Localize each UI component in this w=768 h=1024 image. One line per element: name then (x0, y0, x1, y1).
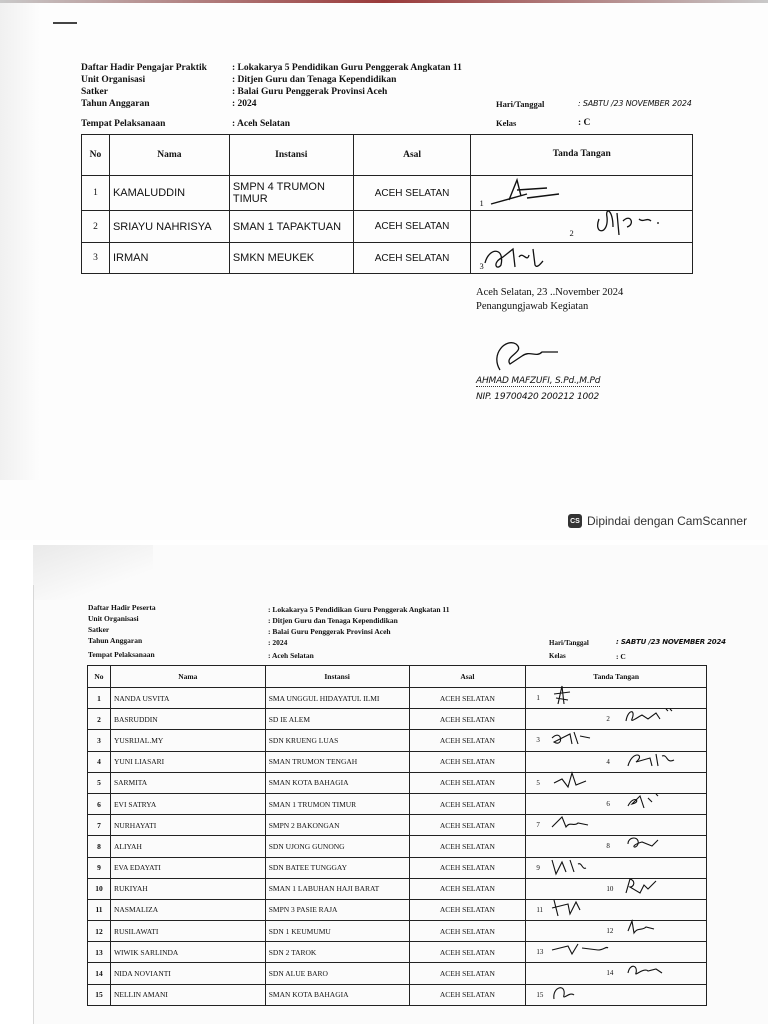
row-asal: ACEH SELATAN (409, 751, 526, 772)
sign-number: 14 (606, 969, 614, 978)
table-row (88, 899, 707, 920)
sign-number: 1 (479, 198, 484, 208)
row-asal: ACEH SELATAN (409, 815, 526, 836)
row-no: 9 (88, 857, 111, 878)
row-no: 2 (82, 211, 110, 243)
table-row (88, 963, 707, 984)
table-row (88, 751, 707, 772)
header-instansi: Instansi (229, 135, 353, 176)
meta-label: Daftar Hadir Pengajar Praktik (81, 63, 207, 73)
paper-edge (33, 585, 34, 1024)
table-row (88, 878, 707, 899)
meta-label: Tahun Anggaran (88, 636, 143, 645)
row-asal: ACEH SELATAN (409, 857, 526, 878)
signature-image (622, 705, 686, 729)
signature-image (548, 854, 612, 878)
sign-number: 10 (606, 884, 614, 893)
row-asal: ACEH SELATAN (409, 793, 526, 814)
signature-image (622, 875, 686, 899)
sign-number: 12 (606, 927, 614, 936)
table-row (88, 857, 707, 878)
row-nama: NELLIN AMANI (110, 984, 265, 1005)
scan-mark (53, 22, 77, 24)
table-row (88, 921, 707, 942)
instructor-table (81, 134, 693, 274)
camscanner-text: Dipindai dengan CamScanner (587, 514, 748, 528)
sign-number: 13 (536, 948, 544, 957)
signature-image (548, 938, 612, 962)
row-no: 11 (88, 899, 111, 920)
table-row (82, 243, 693, 274)
signer-role: Penangungjawab Kegiatan (476, 301, 589, 312)
signature-image (548, 811, 612, 835)
sign-number: 2 (606, 715, 610, 724)
table-row (88, 984, 707, 1005)
row-nama: WIWIK SARLINDA (110, 942, 265, 963)
table-row (88, 688, 707, 709)
row-instansi: SDN 1 KEUMUMU (265, 921, 409, 942)
row-instansi: SMA UNGGUL HIDAYATUL ILMI (265, 688, 409, 709)
row-instansi: SMAN 1 TRUMON TIMUR (265, 793, 409, 814)
header-tanda-tangan: Tanda Tangan (526, 666, 707, 688)
row-instansi: SMPN 3 PASIE RAJA (265, 899, 409, 920)
row-no: 12 (88, 921, 111, 942)
camscanner-watermark (568, 514, 747, 528)
meta-value: : Ditjen Guru dan Tenaga Kependidikan (268, 616, 398, 625)
row-no: 7 (88, 815, 111, 836)
participant-table (87, 665, 707, 1006)
participant-rows (88, 688, 707, 1006)
header-no: No (88, 666, 111, 688)
signature-image (548, 769, 612, 793)
meta-label: Satker (81, 87, 108, 97)
row-no: 1 (82, 176, 110, 211)
meta-value: : Aceh Selatan (268, 651, 314, 660)
row-instansi: SMAN TRUMON TENGAH (265, 751, 409, 772)
sign-number: 8 (606, 842, 610, 851)
row-nama: RUSILAWATI (110, 921, 265, 942)
row-nama: EVA EDAYATI (110, 857, 265, 878)
kelas-value: : C (616, 652, 626, 661)
row-asal: ACEH SELATAN (409, 688, 526, 709)
scan-top-edge (0, 0, 768, 3)
signature-cell (526, 984, 707, 1005)
table-row (88, 793, 707, 814)
hari-label: Hari/Tanggal (549, 639, 589, 647)
header-instansi: Instansi (265, 666, 409, 688)
paper-fold (33, 545, 153, 600)
meta-label: Unit Organisasi (81, 75, 146, 85)
table-row (88, 815, 707, 836)
header-nama: Nama (110, 666, 265, 688)
sign-number: 1 (536, 694, 540, 702)
row-asal: ACEH SELATAN (409, 963, 526, 984)
header-nama: Nama (109, 135, 229, 176)
row-asal: ACEH SELATAN (409, 772, 526, 793)
signature-image (622, 959, 686, 983)
table-row (82, 211, 693, 243)
table-header-row (82, 135, 693, 176)
sign-number: 4 (606, 757, 610, 766)
row-nama: IRMAN (109, 243, 229, 274)
signer-nip: NIP. 19700420 200212 1002 (476, 392, 600, 402)
row-instansi: SDN UJONG GUNONG (265, 836, 409, 857)
header-no: No (82, 135, 110, 176)
header-tanda-tangan: Tanda Tangan (471, 135, 693, 176)
row-instansi: SMPN 4 TRUMON TIMUR (229, 176, 353, 211)
meta-label: Tempat Pelaksanaan (81, 119, 166, 129)
hari-value: : SABTU /23 NOVEMBER 2024 (578, 99, 692, 108)
row-nama: NANDA USVITA (110, 688, 265, 709)
row-nama: KAMALUDDIN (109, 176, 229, 211)
hari-value: : SABTU /23 NOVEMBER 2024 (616, 638, 726, 646)
signature-image (548, 684, 612, 708)
meta-value: : 2024 (268, 638, 288, 647)
row-no: 1 (88, 688, 111, 709)
signature-image (622, 748, 686, 772)
row-asal: ACEH SELATAN (409, 730, 526, 751)
meta-label: Daftar Hadir Peserta (88, 603, 156, 612)
signature-image (548, 896, 612, 920)
sign-number: 7 (536, 821, 540, 830)
table-row (88, 730, 707, 751)
row-asal: ACEH SELATAN (353, 211, 471, 243)
place-date: Aceh Selatan, 23 ..November 2024 (476, 287, 624, 298)
coordinator-signature (486, 334, 576, 374)
meta-value: : Ditjen Guru dan Tenaga Kependidikan (232, 75, 397, 85)
table-row (88, 942, 707, 963)
meta-value: : Lokakarya 5 Pendidikan Guru Penggerak Angkatan 11 (232, 63, 462, 73)
row-instansi: SMAN KOTA BAHAGIA (265, 772, 409, 793)
row-instansi: SMAN KOTA BAHAGIA (265, 984, 409, 1005)
paper-shadow (0, 0, 40, 480)
signature-image (622, 790, 686, 814)
row-no: 5 (88, 772, 111, 793)
row-asal: ACEH SELATAN (409, 899, 526, 920)
signature-image (591, 205, 691, 239)
row-nama: NURHAYATI (110, 815, 265, 836)
meta-label: Unit Organisasi (88, 614, 139, 623)
row-nama: NIDA NOVIANTI (110, 963, 265, 984)
sign-number: 3 (479, 261, 484, 271)
meta-label: Tempat Pelaksanaan (88, 650, 155, 659)
signature-image (487, 176, 567, 210)
meta-value: : 2024 (232, 99, 257, 109)
meta-value: : Balai Guru Penggerak Provinsi Aceh (268, 627, 391, 636)
row-nama: SRIAYU NAHRISYA (109, 211, 229, 243)
row-asal: ACEH SELATAN (409, 878, 526, 899)
row-no: 3 (82, 243, 110, 274)
meta-value: : Balai Guru Penggerak Provinsi Aceh (232, 87, 388, 97)
row-instansi: SMKN MEUKEK (229, 243, 353, 274)
meta-label: Tahun Anggaran (81, 99, 150, 109)
kelas-label: Kelas (549, 652, 566, 660)
sign-number: 15 (536, 990, 544, 999)
row-asal: ACEH SELATAN (409, 942, 526, 963)
row-nama: YUNI LIASARI (110, 751, 265, 772)
row-nama: ALIYAH (110, 836, 265, 857)
row-no: 2 (88, 709, 111, 730)
table-row (88, 836, 707, 857)
table-row (88, 772, 707, 793)
row-no: 10 (88, 878, 111, 899)
camscanner-logo-icon: CS (568, 514, 582, 528)
row-no: 14 (88, 963, 111, 984)
row-instansi: SDN BATEE TUNGGAY (265, 857, 409, 878)
row-nama: EVI SATRYA (110, 793, 265, 814)
row-nama: YUSRIJAL.MY (110, 730, 265, 751)
sign-number: 2 (569, 228, 574, 238)
row-instansi: SD IE ALEM (265, 709, 409, 730)
table-header-row (88, 666, 707, 688)
table-row (88, 709, 707, 730)
row-instansi: SDN 2 TAROK (265, 942, 409, 963)
row-asal: ACEH SELATAN (409, 836, 526, 857)
row-no: 13 (88, 942, 111, 963)
sign-number: 6 (606, 799, 610, 808)
row-instansi: SMPN 2 BAKONGAN (265, 815, 409, 836)
signature-image (622, 832, 686, 856)
sign-number: 5 (536, 778, 540, 787)
signature-image (622, 917, 686, 941)
kelas-label: Kelas (496, 118, 517, 128)
row-no: 15 (88, 984, 111, 1005)
row-instansi: SMAN 1 LABUHAN HAJI BARAT (265, 878, 409, 899)
row-instansi: SMAN 1 TAPAKTUAN (229, 211, 353, 243)
row-instansi: SDN ALUE BARO (265, 963, 409, 984)
signature-image (548, 981, 612, 1005)
sign-number: 3 (536, 736, 540, 745)
meta-value: : Lokakarya 5 Pendidikan Guru Penggerak Angkatan 11 (268, 605, 450, 614)
meta-label: Satker (88, 625, 110, 634)
header-asal: Asal (409, 666, 526, 688)
row-asal: ACEH SELATAN (409, 709, 526, 730)
kelas-value: : C (578, 118, 591, 128)
signature-cell (471, 211, 693, 243)
row-nama: SARMITA (110, 772, 265, 793)
sign-number: 11 (536, 905, 544, 914)
row-nama: BASRUDDIN (110, 709, 265, 730)
signer-name: AHMAD MAFZUFI, S.Pd.,M.Pd (476, 376, 601, 386)
row-nama: RUKIYAH (110, 878, 265, 899)
signature-cell (471, 243, 693, 274)
row-asal: ACEH SELATAN (409, 921, 526, 942)
row-no: 8 (88, 836, 111, 857)
row-no: 4 (88, 751, 111, 772)
signature-image (548, 726, 612, 750)
meta-value: : Aceh Selatan (232, 119, 291, 129)
hari-label: Hari/Tanggal (496, 99, 545, 109)
row-no: 3 (88, 730, 111, 751)
row-nama: NASMALIZA (110, 899, 265, 920)
row-no: 6 (88, 793, 111, 814)
row-instansi: SDN KRUENG LUAS (265, 730, 409, 751)
signature-image (481, 243, 561, 273)
row-asal: ACEH SELATAN (409, 984, 526, 1005)
row-asal: ACEH SELATAN (353, 176, 471, 211)
header-asal: Asal (353, 135, 471, 176)
sign-number: 9 (536, 863, 540, 872)
row-asal: ACEH SELATAN (353, 243, 471, 274)
